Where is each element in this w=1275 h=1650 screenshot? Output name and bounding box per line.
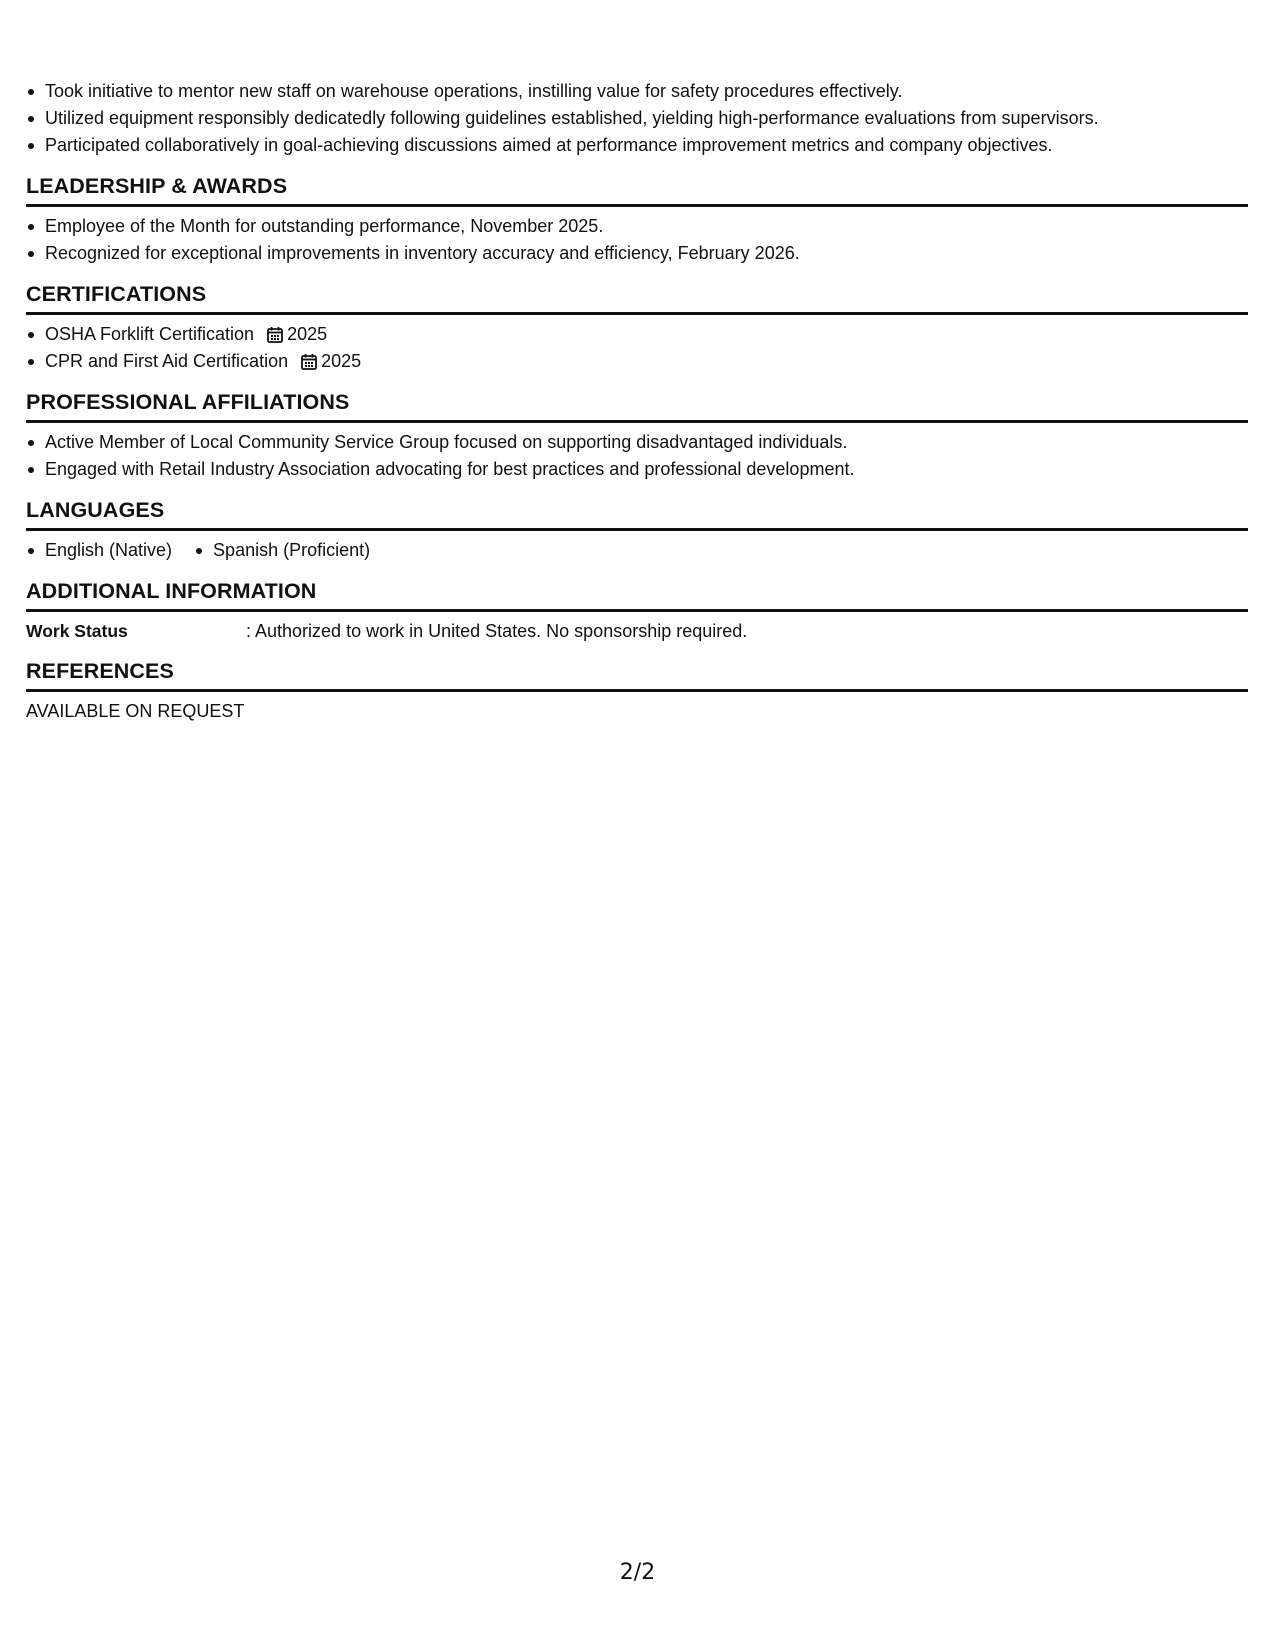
leadership-list xyxy=(26,213,1248,267)
list-item: Active Member of Local Community Service Group focused on supporting disadvantaged individuals. xyxy=(26,429,1248,456)
references-section xyxy=(26,658,1248,724)
list-item: Took initiative to mentor new staff on warehouse operations, instilling value for safety procedures effectively. xyxy=(26,78,1248,105)
certification-year: 2025 xyxy=(287,324,328,344)
section-heading: ADDITIONAL INFORMATION xyxy=(26,578,1248,612)
experience-bullet-list xyxy=(26,78,1248,159)
resume-page xyxy=(26,78,1248,724)
languages-list xyxy=(26,537,1248,564)
section-heading: CERTIFICATIONS xyxy=(26,281,1248,315)
work-status-label: Work Status xyxy=(26,621,128,641)
list-item: Participated collaboratively in goal-achieving discussions aimed at performance improvement metrics and company objectives. xyxy=(26,132,1248,159)
section-heading: PROFESSIONAL AFFILIATIONS xyxy=(26,389,1248,423)
additional-info-section xyxy=(26,578,1248,644)
list-item: Spanish (Proficient) xyxy=(194,537,370,564)
list-item: Utilized equipment responsibly dedicatedly following guidelines established, yielding high-performance evaluations from supervisors. xyxy=(26,105,1248,132)
work-status-value: : Authorized to work in United States. No sponsorship required. xyxy=(246,621,748,641)
calendar-icon xyxy=(300,353,318,371)
list-item xyxy=(26,321,1248,348)
list-item: Employee of the Month for outstanding performance, November 2025. xyxy=(26,213,1248,240)
work-status-row xyxy=(26,618,1248,644)
references-text: AVAILABLE ON REQUEST xyxy=(26,701,245,721)
certifications-list xyxy=(26,321,1248,375)
section-heading: REFERENCES xyxy=(26,658,1248,692)
certification-name: OSHA Forklift Certification xyxy=(45,324,255,344)
list-item xyxy=(26,348,1248,375)
certifications-section xyxy=(26,281,1248,375)
certification-name: CPR and First Aid Certification xyxy=(45,351,289,371)
affiliations-section xyxy=(26,389,1248,483)
page-number: 2/2 xyxy=(619,1560,656,1585)
affiliations-list xyxy=(26,429,1248,483)
calendar-icon xyxy=(266,326,284,344)
certification-year: 2025 xyxy=(321,351,362,371)
languages-section xyxy=(26,497,1248,564)
list-item: Engaged with Retail Industry Association advocating for best practices and professional development. xyxy=(26,456,1248,483)
list-item: Recognized for exceptional improvements in inventory accuracy and efficiency, February 2026. xyxy=(26,240,1248,267)
section-heading: LEADERSHIP & AWARDS xyxy=(26,173,1248,207)
section-heading: LANGUAGES xyxy=(26,497,1248,531)
leadership-section xyxy=(26,173,1248,267)
list-item: English (Native) xyxy=(26,537,172,564)
